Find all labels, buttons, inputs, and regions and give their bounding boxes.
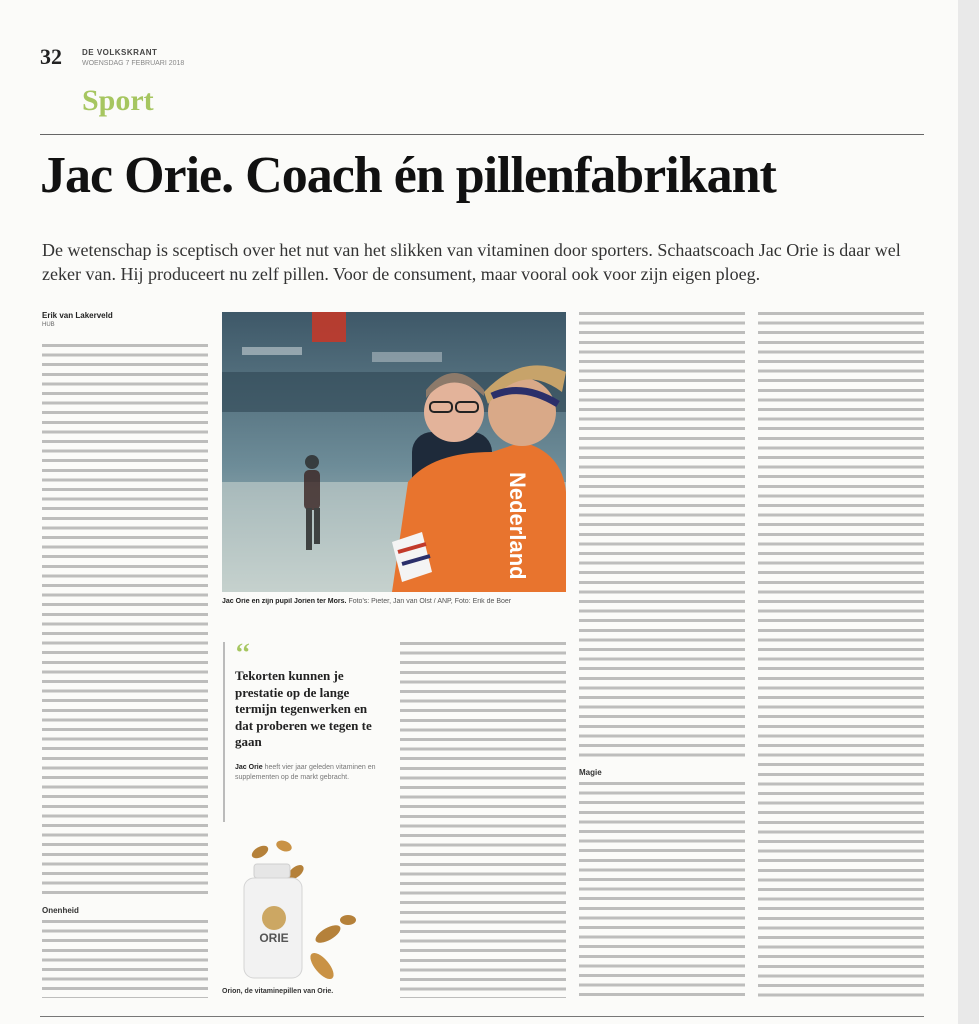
subhead-magie: Magie [579,768,602,777]
body-column-4a [579,312,745,760]
body-column-3a [400,642,566,998]
vitamin-bottle-icon [230,838,360,988]
body-column-5 [758,312,924,998]
photo-caption [222,598,566,605]
lead-paragraph: De wetenschap is sceptisch over het nut van het slikken van vitaminen door sporters. Schaatscoach Jac Orie is daar wel zeker van. Hij produceert nu zelf pillen. Voor de consument, maar vooral ook voor zijn eigen ploeg. [42,240,901,284]
quote-mark-icon: ‘‘ [235,638,251,667]
speed-skating-photo [222,312,566,592]
caption-credit: Foto's: Pieter, Jan van Olst / ANP, Foto: Erik de Boer [348,598,512,605]
article-photo [222,312,566,592]
body-column-1 [42,344,208,900]
section-title: Sport [82,84,154,117]
byline-sub: HUB [42,322,55,328]
page-number: 32 [40,44,62,69]
bottle-label: ORIE [259,931,289,945]
vitamin-product-image [230,838,360,988]
body-column-1b [42,920,208,998]
product-caption: Orion, de vitaminepillen van Orie. [222,988,334,995]
pull-quote-description: heeft vier jaar geleden vitaminen en supplementen op de markt gebracht. [235,763,376,781]
subhead-onenheid: Onenheid [42,906,79,915]
headline: Jac Orie. Coach én pillenfabrikant [40,147,776,204]
dateline: WOENSDAG 7 FEBRUARI 2018 [82,60,185,67]
byline: Erik van Lakerveld [42,311,113,320]
body-column-4b [579,782,745,998]
pull-quote-name: Jac Orie [235,763,263,771]
pull-quote [223,638,383,822]
caption-bold: Jac Orie en zijn pupil Jorien ter Mors. [222,598,347,605]
pull-quote-text: Tekorten kunnen je prestatie op de lange termijn tegenwerken en dat proberen we tegen te gaan [235,668,372,749]
masthead: DE VOLKSKRANT [82,48,158,57]
top-rule [40,134,924,135]
jersey-text: Nederland [505,472,530,580]
pull-quote-attribution [235,763,383,783]
bottom-rule [40,1016,924,1017]
page-edge [958,0,979,1024]
